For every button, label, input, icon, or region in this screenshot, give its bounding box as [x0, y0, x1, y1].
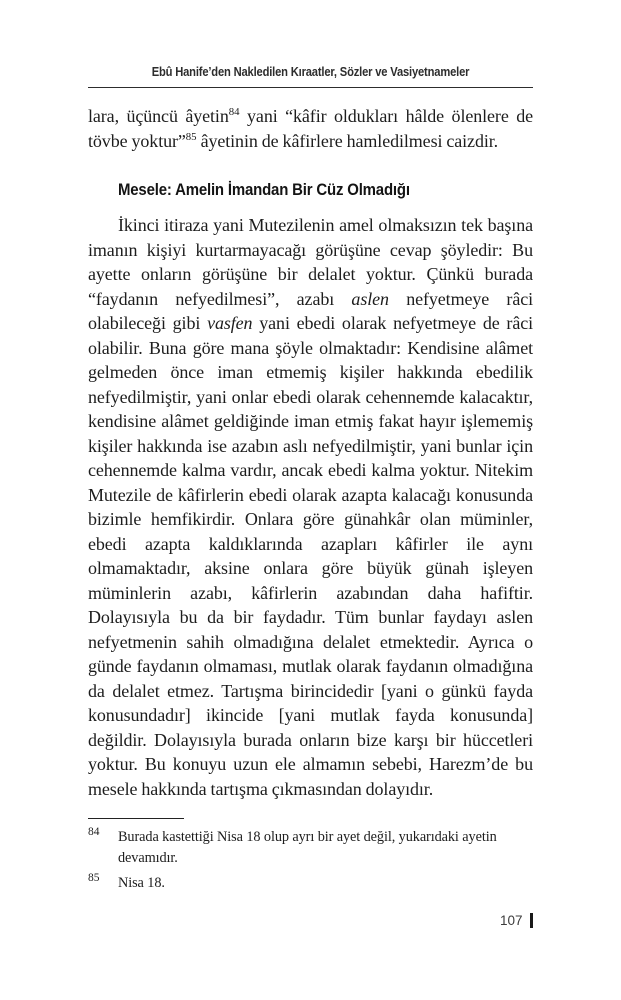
text-segment: İkinci itiraza yani Mutezilenin amel olmaksızın tek başına imanın kişiyi kurtarmayacağı görüşüne cevap şöyledir: Bu ayette onların görüşüne bir delalet yoktur. Çünkü burada “faydanın nefyedilmesi”, azabı	[88, 215, 533, 309]
footnote-text: Nisa 18.	[118, 875, 165, 891]
footnote-text: Burada kastettiği Nisa 18 olup ayrı bir ayet değil, yukarıdaki ayetin devamıdır.	[118, 829, 497, 866]
running-header: Ebû Hanife’den Nakledilen Kıraatler, Sözler ve Vasiyetnameler	[151, 64, 470, 79]
text-segment: yani “kâfir oldukları hâlde ölenlere de tövbe yoktur”	[88, 106, 533, 151]
text-segment: aslen	[351, 288, 389, 309]
paragraph-continuation	[88, 104, 533, 153]
text-segment: nefyetmeye râci olabileceği gibi	[88, 288, 533, 333]
footnote-separator-rule	[88, 818, 184, 819]
text-segment: âyetinin de kâfirlere hamledilmesi caizdir.	[196, 130, 499, 151]
text-segment: vasfen	[207, 313, 253, 333]
text-column	[88, 104, 533, 899]
footnote-number: 84	[88, 826, 100, 838]
page-number-value: 107	[499, 913, 523, 928]
footnote-item	[88, 873, 533, 894]
page-number	[88, 913, 533, 928]
footnote-ref: 84	[228, 106, 240, 118]
page-number-bar	[530, 913, 534, 928]
header-rule	[88, 87, 533, 88]
footnote-ref: 85	[185, 130, 197, 143]
body-paragraph	[88, 213, 533, 801]
footnote-number: 85	[88, 872, 100, 884]
text-segment: yani ebedi olarak nefyetmeye de râci olabilir. Buna göre mana şöyle olmaktadır: Kendisine alâmet gelmeden önce iman etmemiş kişiler hakkında ebedilik nefyedilmiştir, yani onlar ebedi olarak cehennemde kalacaktır, kendisine alâmet geldiğinde iman etmiş fakat hayır işlememiş kişiler hakkında ise azabın aslı nefyedilmiştir, yani bunlar için cehennemde kalma vardır, ancak ebedi kalma yoktur. Nitekim Mutezile de kâfirlerin ebedi olarak azapta kalacağı konusunda bizimle hemfikirdir. Onlara göre günahkâr olan müminler, ebedi azapta kaldıklarında azapları kâfirler ile aynı olmamaktadır, aksine onlara göre büyük günah işleyen müminlerin azabı, kâfirlerin azabından daha hafiftir. Dolayısıyla bu da bir faydadır. Tüm bunlar faydayı aslen nefyetmenin sahih olmadığına delalet etmektedir. Ayrıca o günde faydanın olmaması, mutlak olarak faydanın olmadığına da delalet etmez. Tartışma birincidedir [yani o günkü fayda konusundadır] ikincide [yani mutlak fayda konusunda] değildir. Dolayısıyla burada onların bize karşı bir hüccetleri yoktur. Bu konuyu uzun ele almamın sebebi, Harezm’de bu mesele hakkında tartışma çıkmasından dolayıdır.	[88, 313, 533, 799]
footnote-item	[88, 827, 533, 868]
text-segment: lara, üçüncü âyetin	[88, 106, 229, 126]
section-heading: Mesele: Amelin İmandan Bir Cüz Olmadığı	[118, 180, 410, 199]
